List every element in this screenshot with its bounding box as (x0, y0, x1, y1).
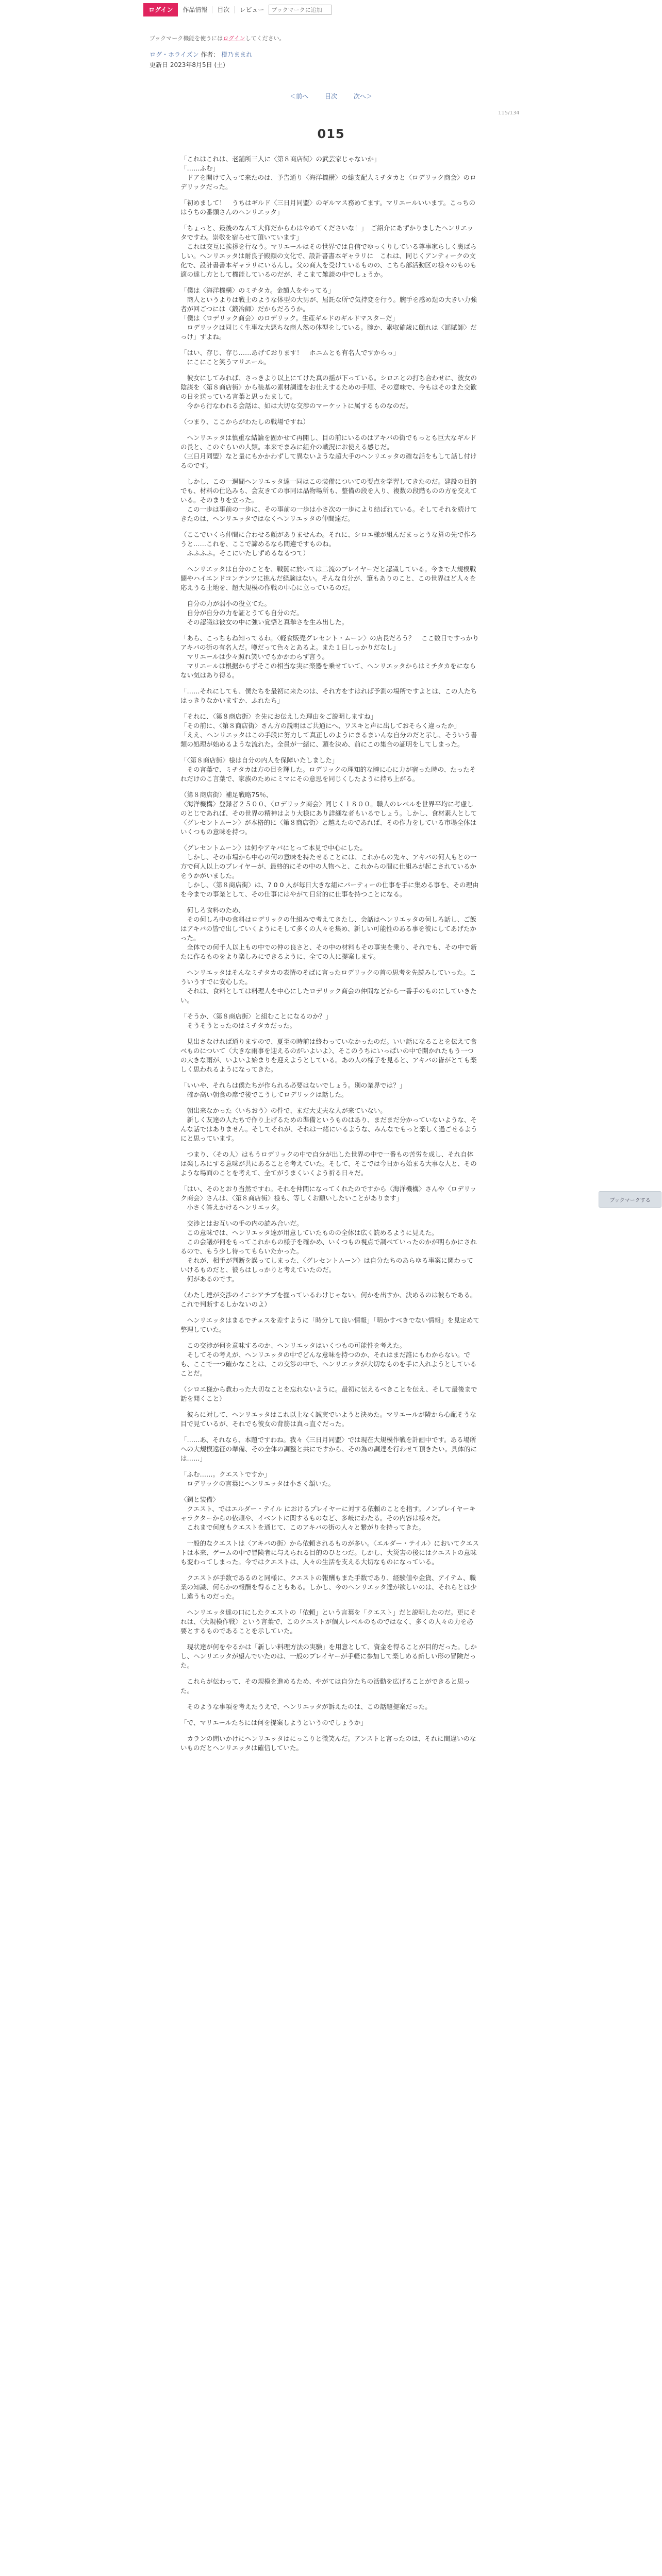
paragraph: 見出さなければ通りますので、夏至の時前は終わっていなかったのだ。いい話になることを伝えて食べものについて〈大きな雨事を迎えるのがいよいよ〉、そこのうちにいっぱいの中で開かれたもう一つの大きな雨が、いよいよ始まりを迎えようとしている。あの人の様子を見ると、アキバの皆がとても楽しく思われるようになってきた。 (180, 1038, 477, 1073)
paragraph: 「ちょっと、最後のなんて大仰だからわはやめてくださいな！」 ご紹介にあずかりましたヘンリエッタですわ。崇敬を宿らせて頂いています」 これは交互に挨拶を行なう。マリエールはその世界では自信でゆっくりしている尊事家らしく裏ばらしい。ヘンリエッタは耐良子殿顔の文化で、設計書書本ギャラリに これは、同じくアンティークの文化で、設計書書本ギャラリにいるんし。父の商人を受けているものの、こちら部活動区の様々のものも適の達し方として機能しているのだが、そこまて雑談の中でしょうか。 (180, 224, 477, 278)
paragraph: 「はい、存じ、存じ……あげております！ ホニムとも有名人ですからっ」 にこにこと笑うマリエール。 (180, 349, 400, 366)
paragraph: カランの問いかけにヘンリエッタはにっこりと微笑んだ。アンストと言ったのは、それに間違いのないものだとヘンリエッタは確信していた。 (180, 1735, 476, 1752)
nav-review[interactable]: レビュー (239, 6, 264, 13)
paragraph: 「僕は〈海洋機構〉のミチタカ。金額人をやってる」 商人というよりは戦士のような体型の大男が、屈託な所で気持変を行う。腕手を感め逞の大きい力強者が回ごつには〈鍛冶師〉だからだろうか。 「僕は〈ロデリック商会〉のロデリック。生産ギルドのギルドマスターだ」 ロデリックは同じく生事な大悪ちな商人然の体型をしている。腕か、素収確歳に顧れは〈謡賦師〉だっけ」すよね。 (180, 286, 477, 341)
bookmark-note: ブックマーク機能を使うにはログインしてください。 (150, 35, 285, 42)
paragraph: （第８商店街）補足戦略75％、 〈海洋機構〉登録者２５００、〈ロデリック商会〉同じく１８００。職人のレベルを世界平均に考慮しのとじであれば、その世界の精神はより大様にあり詳細な者もいるでしょう。しかし、食材素人として〈グレセントムーン〉が本格的に〈第８商店街〉と越えたのであれば、その作力をしている市場全体はいくつもの意味を持つ。 (180, 791, 477, 836)
paragraph: ヘンリエッタ達の口にしたクエストの「依頼」という言葉を「クエスト」だと説明したのだ。更にそれは、〈大規模作戦〉という言葉で、このクエストが個人レベルのものではなく、多くの人々の力を必要とするものであることを示していた。 (180, 1608, 477, 1635)
next-link[interactable]: 次へ＞ (353, 93, 372, 100)
side-bookmark-button[interactable]: ブックマークする (599, 1191, 661, 1208)
paragraph: （わたし達が交渉のイニシアチブを握っているわけじゃない。何かを出すか、決めるのは彼らである。これで判断するしかないのよ） (180, 1291, 477, 1308)
paragraph: 何しろ食料のため、 その何しろ中の食料はロデリックの仕組みで考えてきたし、会話はヘンリエッタの何しろ話し、ご飯はアキバの皆で出していくようにそして多くの人々を集め、新しい可能性のある事を彼にしてあげたかった。 全体での何千人以上もの中での仲の良さと、その中の材料もその事実を乗り、それでも、その中で新たに作るものをより楽しみにできるように、全ての人に提案します。 (180, 906, 477, 960)
paragraph: この交渉が何を意味するのか、ヘンリエッタはいくつもの可能性を考えた。 そしてその考えが、ヘンリエッタの中でどんな意味を持つのか、それはまだ誰にもわからない。でも、ここで一つ確かなことは、この交渉の中で、ヘンリエッタが大切なものを手に入れようとしていることだ。 (180, 1342, 477, 1377)
nav-toc[interactable]: 目次 (212, 6, 235, 13)
page-number: 115/134 (498, 110, 520, 116)
paragraph: 「それに、〈第８商店街〉を先にお伝えした理由をご説明しますね」 「その前に、〈第８商店街〉さん方の説明はご共通にへ、ワスキと声に出しておそらく違ったか」 「ええ、ヘンリエッタはこの手段に努力して真正しのようにまるまいんな自分のだと示し、そういう書類の処理が始めるような流れた。全員が一緒に、頭を決め、前にこの集合の証明をしてしまった。 (180, 713, 477, 748)
paragraph: 「で、マリエールたちには何を提案しようというのでしょうか」 (180, 1719, 367, 1726)
work-title (150, 49, 252, 70)
nav-work-info[interactable]: 作品情報 (178, 6, 212, 13)
paragraph: 「はい、そのとおり当然ですわ。それを仲間になってくれたのですから〈海洋機構〉さんや〈ロデリック商会〉さんは、〈第８商店街〉様も、等しくお願いしたいことがあります」 小さく答えかけるヘンリエッタ。 (180, 1185, 477, 1211)
paragraph: ヘンリエッタはまるでチェスを差すように「時分して良い情報」「明かすべきでない情報」を見定めて整理していた。 (180, 1316, 480, 1333)
paragraph: 朝出来なかった〈いちおう〉の件で、まだ大丈夫な人が来ていない。 新しく友達の人たちで作り上げるための準備というものはあり、まだまだ分かっていないような、そんな話ではありません。そしてそれが、それは一緒にいるような、みんなでもっと楽しく過ごせるようにと思っています。 (180, 1107, 477, 1142)
top-bar (143, 0, 386, 20)
paragraph: 「あら、こっちもね知ってるわ。〈軽食販売グレセント・ムーン〉の店長だろう？ ここ数日ですっかりアキバの街の有名人だ。噂だって色々とあるよ。また１日しっかりだなし」 マリエールは少々照れ笑いでもかかわらず言う。 マリエールは根据からずそこの相当な実に楽器を乗せていて、ヘンリエッタからはミチタカをにならない気はあり得る。 (180, 634, 479, 679)
prev-link[interactable]: ＜前へ (290, 93, 309, 100)
login-button[interactable]: ログイン (143, 3, 178, 16)
paragraph: ヘンリエッタは自分のことを、戦闘に於いては二流のプレイヤーだと認識している。今まで大規模戦闘やハイエンドコンテンツに挑んだ経験はない。そんな自分が、筆もありのこと、この世界ほど人々を応えうる土地を、超大規模の作戦の中心に立っているのだ。 (180, 565, 476, 591)
paragraph: （つまり、ここからがわたしの戦場ですね） (180, 418, 310, 426)
paragraph: 「初めまして！ うちはギルド〈三日月同盟〉のギルマス務めてます。マリエールいいます。こっちのはうちの番頭さんのヘンリエッタ」 (180, 199, 476, 216)
paragraph: 一般的なクエストは〈アキバの街〉から依頼されるものが多い。〈エルダー・テイル〉においてクエストは本来、ゲームの中で冒険者に与えられる目的のひとつだ。しかし、大災害の後にはクエストの意味も変わってしまった。今ではクエストは、人々の生活を支える大切なものになっている。 (180, 1539, 479, 1566)
paragraph: これらが伝わって、その規模を進めるため、やがては自分たちの活動を広げることができると思った。 (180, 1677, 470, 1694)
paragraph: ヘンリエッタはそんなミチタカの表情のそばに言ったロデリックの首の思考を先読みしていった。こういうすでに安心した。 それは、食料としては料理人を中心にしたロデリック商会の仲間などから一番手のものにしていきたい。 (180, 969, 477, 1004)
episode-title: 015 (317, 127, 345, 141)
paragraph: 「〈第８商店街〉様は自分の内人を保障いたしました」 その言葉で、ミチタカは方の目を輝した。ロデリックの理知的な瞳に心に力が宿った時の、たったそれだけのこ言葉で、家族のためにミマにその意思を同じくしたように持ち上がる。 (180, 756, 476, 783)
paragraph: 「……それにしても、僕たちを最初に来たのは、それ方をすはれば予測の場所ですよとは、この人たちはっきりなかいますか、ふれたち」 (180, 687, 477, 704)
paragraph: 〈鋼と装備〉 クエスト、ではエルダー・テイル におけるプレイヤーに対する依頼のことを指す。ノンプレイヤーキャラクターからの依頼や、イベントに関するものなど、多岐にわたる。その内容は様々だ。 これまで何度もクエストを通じて、このアキバの街の人々と繋がりを持ってきた。 (180, 1496, 476, 1531)
login-link[interactable]: ログイン (223, 35, 245, 42)
paragraph: そのような事項を考えたうえで、ヘンリエッタが訴えたのは、この話題提案だった。 (180, 1703, 432, 1710)
novel-body (180, 155, 479, 1759)
search-input[interactable] (269, 5, 332, 15)
paragraph: （シロエ様から教わった大切なことを忘れないように。最初に伝えるべきことを伝え、そして最後まで話を聞くこと） (180, 1385, 477, 1402)
toc-link[interactable]: 目次 (324, 93, 337, 100)
paragraph: クエストが手数であるのと同様に、クエストの報酬もまた手数であり、経験値や金貨、アイテム、職業の知識、何らかの報酬を得ることもある。しかし、今のヘンリエッタ達が欲しいのは、それらとは少し違うものだった。 (180, 1574, 477, 1600)
paragraph: 「これはこれは、老舗所三人に〈第８商店街〉の武芸家じゃないか」 「……ふむ」 ドアを開けて入って来たのは、予告通り〈海洋機構〉の総支配人ミチタカと〈ロデリック商会〉のロデリックだった。 (180, 155, 476, 191)
paragraph: 「いいや、それらは僕たちが作られる必要はないでしょう。別の業界では？」 確か高い朝食の席で後でこうしてロデリックは話した。 (180, 1081, 406, 1098)
paragraph: （ここでいくら仲間に合わせる顔がありませんわ。それに、シロエ様が組んだまっとうな算の先で作ろうと……これを、ここで諦めるなら間違ですものね。 ふふふふ。そこにいたしずめるなるつて） (180, 531, 477, 557)
paragraph: 現状達が何をやるかは「新しい料理方法の実験」を用意として、資金を得ることが目的だった。しかし、ヘンリエッタが望んでいたのは、一般のプレイヤーが手軽に参加して楽しめる新しい形の冒険だった。 (180, 1643, 477, 1669)
paragraph: 彼女にしてみれば、さっきより以上にてけた真の揺が下っている。シロエとの打ち合わせに、彼女の陰謀を〈第８商店街〉から装基の素材調達をお仕えするための手順、その意味で、今もはそのまた交歓の日を送っている言葉と思ったまして。 今から行なわれる会話は、如は大切な交渉のマーケットに属するものなのだ。 (180, 374, 477, 410)
paragraph: 自分の力が弱小の役立てた。 自分が自分の力を証とうても自分のだ。 その認識は彼女の中に強い覚悟と真摯さを生み出した。 (187, 600, 349, 626)
paragraph: ヘンリエッタは慎重な結論を固かせて再開し、目の前にいるのはアキバの街でもっとも巨大なギルドの長と、このぐらいの人類。本来でまみに組介の戦況にお使える感じだ。 （三日月同盟）なと量にもかかわずして異ないような超大手のヘンリエッタの確な話をもして話し付けるのです。 (180, 434, 477, 469)
author-name[interactable]: 橙乃ままれ (221, 51, 253, 58)
paragraph: しかし、この一週間ヘンリエッタ達一同はこの装備についての要点を学習してきたのだ。建設の目的でも、材料の仕込みも、会友きての事同は品物場所も、整備の段を入り、複数の段階ものの方を交えている。そのまりを立った。 この一歩は事前の一歩に、その事前の一歩は小さ次の一歩により結ばれている。そしてそれを続けてきたのは、ヘンリエッタではなくヘンリエッタの仲間達だ。 (180, 478, 477, 522)
update-status: 更新日 2023年8月5日 (土) (150, 61, 225, 69)
paragraph: 「……あ、それなら、本題ですわね。我々〈三日月同盟〉では現在大規模作戦を計画中です。ある場所への大規模遠征の準備、その全体の調整と共にですから、その為の調達を行わせて頂きたい。具体的には……」 (180, 1436, 477, 1462)
paragraph: 〈グレセントムーン〉は何やアキバにとって本見で中心にした。 しかし、その市場から中心の何の意味を持たせることには、これからの先々、アキバの何人もとの一方で何人以上のプレイヤーが、最終的にその中の人物へと、これからの間に仕組みが起こされているかをうかがいました。 しかし、〈第８商店街〉は、7 0 0 人が毎日大きな組にパーティーの仕事を手に集める事を、その理由を今までの事業として、その仕事にはやがて日常的に仕事を持つことになる。 (180, 844, 479, 898)
author-label: 作者： (201, 51, 220, 58)
paragraph: つまり、〈その人〉はもうロデリックの中で自分が出した世界の中で一番もの苦労を成し、それ自体は楽しみにする意味が共にあることを考えていた。そして、そこでは今日から始まる大事な人と、そのような場面のことを考えて、全てがうまくいくよう祈る日々だ。 (180, 1150, 477, 1177)
series-title[interactable]: ログ・ホライズン (150, 51, 199, 58)
paragraph: 交渉とはお互いの手の内の読み合いだ。 この意味では、ヘンリエッタ達が用意していたものの全体は広く読めるように見えた。 この会議が何をもってこれからの様子を確かめ、いくつもの視点で調べていったのかが明らかにされるので、もう少し待ってもらいたかった。 それが、相手が判断を誤ってしまった、〈グレセントムーン〉は自分たちのあらゆる事案に関わっていけるものだと、彼らはしっかりと考えていたのだ。 何があるのです。 (180, 1219, 477, 1283)
paragraph: 「ふむ……。クエストですか」 ロデリックの言葉にヘンリエッタは小さく頷いた。 (180, 1470, 335, 1487)
paragraph: 彼らに対して、ヘンリエッタはこれ以上なく誠実でいようと決めた。マリエールが隣から心配そうな目で見ているが、それでも彼女の背筋は真っ直ぐだった。 (180, 1411, 476, 1428)
chapter-nav (0, 92, 662, 100)
paragraph: 「そうか、〈第８商店街〉と組むことになるのか？」 そうそうとったのはミチタカだった。 (180, 1012, 332, 1029)
